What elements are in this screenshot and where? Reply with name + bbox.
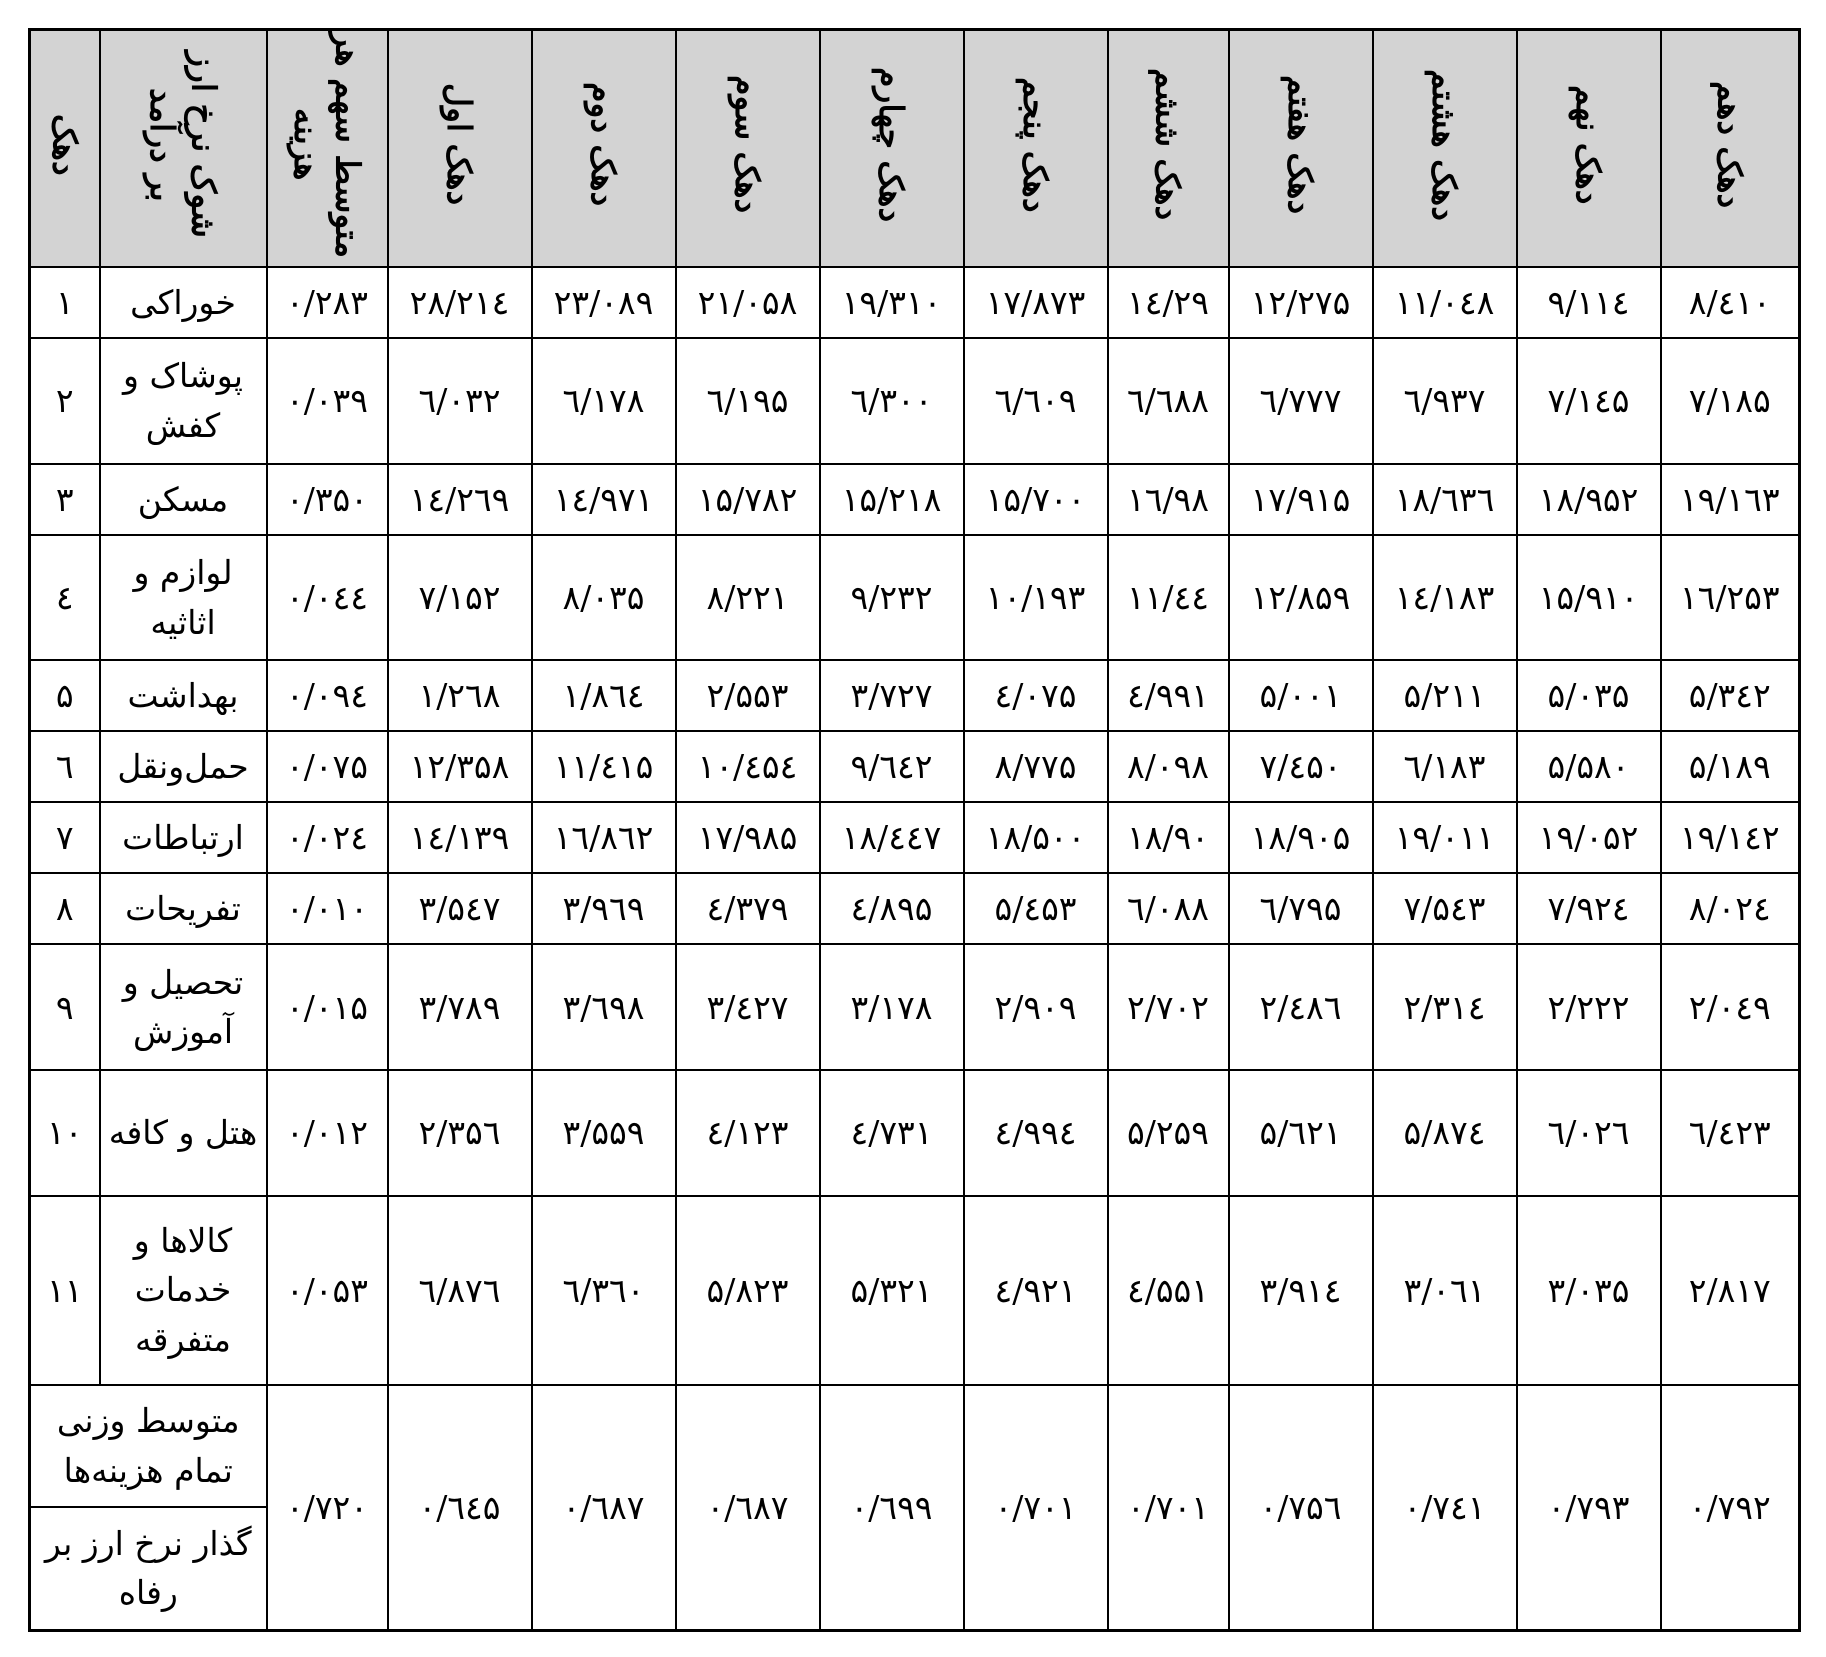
- value-cell: ۱۱/٤۱۵: [532, 731, 676, 802]
- footer-value: ۰/۷۰۱: [1108, 1385, 1229, 1631]
- value-cell: ۱٦/۹۸: [1108, 464, 1229, 535]
- row-number-cell: ۱: [30, 267, 100, 338]
- value-cell: ۵/۱۸۹: [1661, 731, 1800, 802]
- row-number-cell: ٦: [30, 731, 100, 802]
- value-cell: ۱۸/۹۰: [1108, 802, 1229, 873]
- value-cell: ٤/۱۲۳: [676, 1070, 820, 1196]
- header-cell: شوک نرخ ارز بر درآمد: [100, 30, 267, 268]
- table-row: [30, 267, 1800, 338]
- value-cell: ٦/٦۸۸: [1108, 338, 1229, 464]
- value-cell: ۳/۷۸۹: [388, 944, 532, 1070]
- footer-row: [30, 1385, 1800, 1507]
- value-cell: ٤/۹۲۱: [964, 1196, 1108, 1385]
- value-cell: ٦/۷۷۷: [1229, 338, 1373, 464]
- value-cell: ۱/۸٦٤: [532, 660, 676, 731]
- value-cell: ۱۱/٤٤: [1108, 535, 1229, 661]
- table-row: [30, 1196, 1800, 1385]
- value-cell: ۱۹/۰۵۲: [1517, 802, 1661, 873]
- value-cell: ۰/۰٤٤: [267, 535, 388, 661]
- value-cell: ٦/٦۰۹: [964, 338, 1108, 464]
- category-cell: تفریحات: [100, 873, 267, 944]
- value-cell: ۵/۸۲۳: [676, 1196, 820, 1385]
- value-cell: ۱۷/۹۱۵: [1229, 464, 1373, 535]
- value-cell: ۹/۱۱٤: [1517, 267, 1661, 338]
- value-cell: ٦/۹۳۷: [1373, 338, 1517, 464]
- value-cell: ۱۰/۱۹۳: [964, 535, 1108, 661]
- value-cell: ۱۸/۹۰۵: [1229, 802, 1373, 873]
- footer-value: ۰/٦۸۷: [532, 1385, 676, 1631]
- value-cell: ۵/۸۷٤: [1373, 1070, 1517, 1196]
- header-cell: دهک پنجم: [964, 30, 1108, 268]
- table-body: [30, 267, 1800, 1384]
- category-cell: ارتباطات: [100, 802, 267, 873]
- value-cell: ۰/۰۲٤: [267, 802, 388, 873]
- value-cell: ۱۵/۷۰۰: [964, 464, 1108, 535]
- value-cell: ۵/۰۰۱: [1229, 660, 1373, 731]
- value-cell: ۱٤/۲۹: [1108, 267, 1229, 338]
- category-cell: لوازم و اثاثیه: [100, 535, 267, 661]
- value-cell: ۱۸/٤٤۷: [820, 802, 964, 873]
- value-cell: ٤/۹۹٤: [964, 1070, 1108, 1196]
- value-cell: ٦/۳٦۰: [532, 1196, 676, 1385]
- value-cell: ۳/۱۷۸: [820, 944, 964, 1070]
- value-cell: ٦/۱۹۵: [676, 338, 820, 464]
- value-cell: ۱۸/۵۰۰: [964, 802, 1108, 873]
- value-cell: ۰/۰۵۳: [267, 1196, 388, 1385]
- value-cell: ۷/۹۲٤: [1517, 873, 1661, 944]
- table-row: [30, 802, 1800, 873]
- value-cell: ۱/۲٦۸: [388, 660, 532, 731]
- row-number-cell: ۱۰: [30, 1070, 100, 1196]
- value-cell: ۱٦/۲۵۳: [1661, 535, 1800, 661]
- value-cell: ۷/۵٤۳: [1373, 873, 1517, 944]
- value-cell: ۹/۲۳۲: [820, 535, 964, 661]
- value-cell: ۳/۵۵۹: [532, 1070, 676, 1196]
- header-cell: دهک هفتم: [1229, 30, 1373, 268]
- row-number-cell: ۲: [30, 338, 100, 464]
- value-cell: ۷/۱۵۲: [388, 535, 532, 661]
- value-cell: ۱۵/۲۱۸: [820, 464, 964, 535]
- value-cell: ٤/۸۹۵: [820, 873, 964, 944]
- value-cell: ۵/۳٤۲: [1661, 660, 1800, 731]
- value-cell: ۱۹/۰۱۱: [1373, 802, 1517, 873]
- value-cell: ٤/۹۹۱: [1108, 660, 1229, 731]
- table-row: [30, 731, 1800, 802]
- row-number-cell: ۸: [30, 873, 100, 944]
- header-cell: دهک هشتم: [1373, 30, 1517, 268]
- table-row: [30, 944, 1800, 1070]
- value-cell: ۰/۰۳۹: [267, 338, 388, 464]
- value-cell: ۲/۳۵٦: [388, 1070, 532, 1196]
- value-cell: ۱۷/۹۸۵: [676, 802, 820, 873]
- value-cell: ۸/٤۱۰: [1661, 267, 1800, 338]
- row-number-cell: ۷: [30, 802, 100, 873]
- value-cell: ۲۸/۲۱٤: [388, 267, 532, 338]
- value-cell: ۸/۲۲۱: [676, 535, 820, 661]
- value-cell: ۰/۲۸۳: [267, 267, 388, 338]
- value-cell: ۰/۰۱۲: [267, 1070, 388, 1196]
- value-cell: ۰/۰۱۵: [267, 944, 388, 1070]
- value-cell: ۲/٤۸٦: [1229, 944, 1373, 1070]
- value-cell: ۳/۰٦۱: [1373, 1196, 1517, 1385]
- category-cell: بهداشت: [100, 660, 267, 731]
- value-cell: ٦/۱۷۸: [532, 338, 676, 464]
- value-cell: ۵/۲۱۱: [1373, 660, 1517, 731]
- value-cell: ٦/۳۰۰: [820, 338, 964, 464]
- value-cell: ٤/۳۷۹: [676, 873, 820, 944]
- value-cell: ٦/٤۲۳: [1661, 1070, 1800, 1196]
- header-cell: دهک: [30, 30, 100, 268]
- data-table: [28, 28, 1801, 1632]
- table-row: [30, 660, 1800, 731]
- footer-value: ۰/٦۸۷: [676, 1385, 820, 1631]
- value-cell: ۷/۱۸۵: [1661, 338, 1800, 464]
- category-cell: هتل و کافه: [100, 1070, 267, 1196]
- value-cell: ٦/۷۹۵: [1229, 873, 1373, 944]
- header-cell: دهک دهم: [1661, 30, 1800, 268]
- value-cell: ۱۷/۸۷۳: [964, 267, 1108, 338]
- value-cell: ۲/۰٤۹: [1661, 944, 1800, 1070]
- value-cell: ۵/۵۸۰: [1517, 731, 1661, 802]
- value-cell: ۳/۷۲۷: [820, 660, 964, 731]
- category-cell: خوراکی: [100, 267, 267, 338]
- value-cell: ۱٦/۸٦۲: [532, 802, 676, 873]
- value-cell: ۸/۰۹۸: [1108, 731, 1229, 802]
- value-cell: ۲/۹۰۹: [964, 944, 1108, 1070]
- row-number-cell: ۵: [30, 660, 100, 731]
- value-cell: ۷/۱٤۵: [1517, 338, 1661, 464]
- value-cell: ۱۹/۱٦۳: [1661, 464, 1800, 535]
- value-cell: ۳/٤۲۷: [676, 944, 820, 1070]
- footer-value: ۰/٦٤۵: [388, 1385, 532, 1631]
- value-cell: ۰/۰۱۰: [267, 873, 388, 944]
- value-cell: ۳/۰۳۵: [1517, 1196, 1661, 1385]
- value-cell: ۳/۹٦۹: [532, 873, 676, 944]
- value-cell: ۱۸/۹۵۲: [1517, 464, 1661, 535]
- value-cell: ۲/۲۲۲: [1517, 944, 1661, 1070]
- table-row: [30, 873, 1800, 944]
- row-number-cell: ۳: [30, 464, 100, 535]
- value-cell: ۲۳/۰۸۹: [532, 267, 676, 338]
- value-cell: ۲/۳۱٤: [1373, 944, 1517, 1070]
- header-cell: دهک نهم: [1517, 30, 1661, 268]
- value-cell: ۳/۵٤۷: [388, 873, 532, 944]
- row-number-cell: ٤: [30, 535, 100, 661]
- value-cell: ٦/۸۷٦: [388, 1196, 532, 1385]
- value-cell: ۳/٦۹۸: [532, 944, 676, 1070]
- value-cell: ۷/٤۵۰: [1229, 731, 1373, 802]
- value-cell: ۵/٦۲۱: [1229, 1070, 1373, 1196]
- header-cell: دهک ششم: [1108, 30, 1229, 268]
- header-cell: دهک اول: [388, 30, 532, 268]
- value-cell: ٦/۰۸۸: [1108, 873, 1229, 944]
- value-cell: ۱۹/۳۱۰: [820, 267, 964, 338]
- value-cell: ۱٤/۲٦۹: [388, 464, 532, 535]
- header-cell: دهک سوم: [676, 30, 820, 268]
- value-cell: ۱۵/۷۸۲: [676, 464, 820, 535]
- value-cell: ٦/۱۸۳: [1373, 731, 1517, 802]
- header-cell: متوسط سهم هر هزینه: [267, 30, 388, 268]
- table-row: [30, 464, 1800, 535]
- value-cell: ۰/۰۷۵: [267, 731, 388, 802]
- value-cell: ۱٤/۹۷۱: [532, 464, 676, 535]
- value-cell: ۲/۵۵۳: [676, 660, 820, 731]
- footer-value: ۰/۷٤۱: [1373, 1385, 1517, 1631]
- value-cell: ٦/۰۲٦: [1517, 1070, 1661, 1196]
- row-number-cell: ۹: [30, 944, 100, 1070]
- value-cell: ۱۸/٦۳٦: [1373, 464, 1517, 535]
- value-cell: ۱۵/۹۱۰: [1517, 535, 1661, 661]
- value-cell: ۲/۷۰۲: [1108, 944, 1229, 1070]
- value-cell: ۸/۰۳۵: [532, 535, 676, 661]
- row-number-cell: ۱۱: [30, 1196, 100, 1385]
- value-cell: ۵/٤۵۳: [964, 873, 1108, 944]
- table-row: [30, 535, 1800, 661]
- footer-label-weighted-average: متوسط وزنی تمام هزینه‌ها: [30, 1385, 267, 1507]
- table-row: [30, 1070, 1800, 1196]
- value-cell: ۰/۳۵۰: [267, 464, 388, 535]
- value-cell: ۳/۹۱٤: [1229, 1196, 1373, 1385]
- value-cell: ۱۹/۱٤۲: [1661, 802, 1800, 873]
- footer-label-exchange-pass-through: گذار نرخ ارز بر رفاه: [30, 1507, 267, 1631]
- value-cell: ٦/۰۳۲: [388, 338, 532, 464]
- footer-value: ۰/۷۲۰: [267, 1385, 388, 1631]
- footer-value: ۰/۷۹۳: [1517, 1385, 1661, 1631]
- header-cell: دهک چهارم: [820, 30, 964, 268]
- value-cell: ۱۲/۲۷۵: [1229, 267, 1373, 338]
- value-cell: ٤/۰۷۵: [964, 660, 1108, 731]
- value-cell: ۵/۲۵۹: [1108, 1070, 1229, 1196]
- value-cell: ٤/۷۳۱: [820, 1070, 964, 1196]
- header-row: [30, 30, 1800, 268]
- value-cell: ۰/۰۹٤: [267, 660, 388, 731]
- value-cell: ۵/۳۲۱: [820, 1196, 964, 1385]
- value-cell: ۱۰/٤۵٤: [676, 731, 820, 802]
- footer-value: ۰/۷۹۲: [1661, 1385, 1800, 1631]
- value-cell: ۸/۷۷۵: [964, 731, 1108, 802]
- value-cell: ۸/۰۲٤: [1661, 873, 1800, 944]
- value-cell: ۱٤/۱۸۳: [1373, 535, 1517, 661]
- header-cell: دهک دوم: [532, 30, 676, 268]
- value-cell: ۱٤/۱۳۹: [388, 802, 532, 873]
- table-row: [30, 338, 1800, 464]
- category-cell: مسکن: [100, 464, 267, 535]
- value-cell: ۱۲/۸۵۹: [1229, 535, 1373, 661]
- category-cell: کالاها و خدمات متفرقه: [100, 1196, 267, 1385]
- category-cell: پوشاک و کفش: [100, 338, 267, 464]
- category-cell: حمل‌ونقل: [100, 731, 267, 802]
- value-cell: ۵/۰۳۵: [1517, 660, 1661, 731]
- value-cell: ۲/۸۱۷: [1661, 1196, 1800, 1385]
- value-cell: ٤/۵۵۱: [1108, 1196, 1229, 1385]
- value-cell: ۹/٦٤۲: [820, 731, 964, 802]
- value-cell: ۲۱/۰۵۸: [676, 267, 820, 338]
- footer-value: ۰/۷۰۱: [964, 1385, 1108, 1631]
- value-cell: ۱۱/۰٤۸: [1373, 267, 1517, 338]
- footer-value: ۰/٦۹۹: [820, 1385, 964, 1631]
- footer-value: ۰/۷۵٦: [1229, 1385, 1373, 1631]
- value-cell: ۱۲/۳۵۸: [388, 731, 532, 802]
- category-cell: تحصیل و آموزش: [100, 944, 267, 1070]
